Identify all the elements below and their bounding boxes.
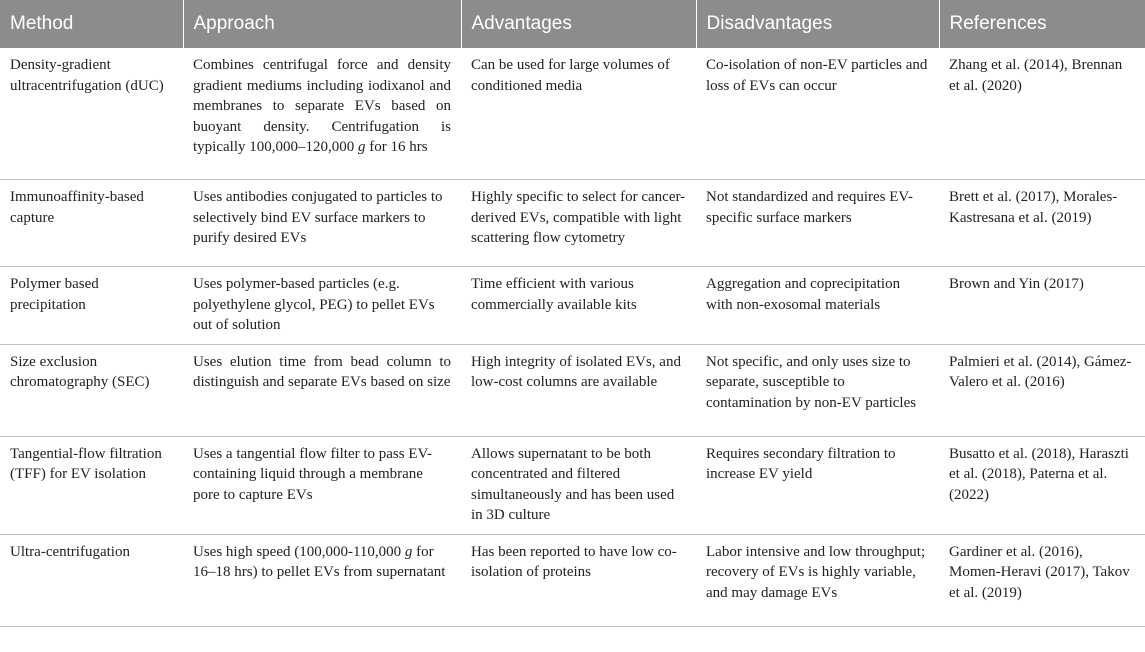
header-approach: Approach xyxy=(183,0,461,48)
header-disadvantages: Disadvantages xyxy=(696,0,939,48)
table-body xyxy=(0,48,1145,626)
cell-approach: Uses elution time from bead column to distinguish and separate EVs based on size xyxy=(183,344,461,436)
cell-disadvantages: Not specific, and only uses size to separate, susceptible to contamination by non-EV particles xyxy=(696,344,939,436)
table-row xyxy=(0,48,1145,180)
cell-disadvantages: Aggregation and coprecipitation with non-exosomal materials xyxy=(696,267,939,345)
cell-advantages: Has been reported to have low co-isolation of proteins xyxy=(461,534,696,626)
cell-references: Busatto et al. (2018), Haraszti et al. (2018), Paterna et al. (2022) xyxy=(939,436,1145,534)
header-method: Method xyxy=(0,0,183,48)
cell-references: Palmieri et al. (2014), Gámez-Valero et al. (2016) xyxy=(939,344,1145,436)
cell-references: Brown and Yin (2017) xyxy=(939,267,1145,345)
cell-advantages: High integrity of isolated EVs, and low-cost columns are available xyxy=(461,344,696,436)
cell-approach: Uses polymer-based particles (e.g. polyethylene glycol, PEG) to pellet EVs out of solution xyxy=(183,267,461,345)
header-row xyxy=(0,0,1145,48)
approach-g-unit: g xyxy=(358,139,366,155)
table-row xyxy=(0,534,1145,626)
cell-method: Polymer based precipitation xyxy=(0,267,183,345)
cell-approach: Uses antibodies conjugated to particles to selectively bind EV surface markers to purify desired EVs xyxy=(183,180,461,267)
cell-method: Size exclusion chromatography (SEC) xyxy=(0,344,183,436)
table-row xyxy=(0,267,1145,345)
cell-disadvantages: Requires secondary filtration to increase EV yield xyxy=(696,436,939,534)
table-row xyxy=(0,344,1145,436)
cell-disadvantages: Labor intensive and low throughput; recovery of EVs is highly variable, and may damage EVs xyxy=(696,534,939,626)
approach-text: Uses high speed (100,000-110,000 xyxy=(193,543,405,560)
cell-approach xyxy=(183,48,461,180)
cell-advantages: Can be used for large volumes of conditioned media xyxy=(461,48,696,180)
header-advantages: Advantages xyxy=(461,0,696,48)
cell-references: Brett et al. (2017), Morales-Kastresana et al. (2019) xyxy=(939,180,1145,267)
approach-text-end: for 16 hrs xyxy=(365,139,428,155)
table-row xyxy=(0,436,1145,534)
cell-disadvantages: Co-isolation of non-EV particles and loss of EVs can occur xyxy=(696,48,939,180)
approach-g-unit: g xyxy=(404,543,413,560)
approach-text-end: for 16–18 hrs) to pellet EVs from supernatant xyxy=(193,543,446,580)
cell-method: Ultra-centrifugation xyxy=(0,534,183,626)
table-row xyxy=(0,180,1145,267)
cell-approach xyxy=(183,534,461,626)
cell-method: Immunoaffinity-based capture xyxy=(0,180,183,267)
cell-method: Tangential-flow filtration (TFF) for EV isolation xyxy=(0,436,183,534)
cell-references: Zhang et al. (2014), Brennan et al. (2020) xyxy=(939,48,1145,180)
cell-method: Density-gradient ultracentrifugation (dUC) xyxy=(0,48,183,180)
header-references: References xyxy=(939,0,1145,48)
cell-advantages: Highly specific to select for cancer-derived EVs, compatible with light scattering flow cytometry xyxy=(461,180,696,267)
table-header xyxy=(0,0,1145,48)
approach-text: Combines centrifugal force and density gradient mediums including iodixanol and membranes to separate EVs based on buoyant density. Centrifugation is typically 100,000–120,000 xyxy=(193,57,451,155)
cell-advantages: Allows supernatant to be both concentrated and filtered simultaneously and has been used in 3D culture xyxy=(461,436,696,534)
cell-advantages: Time efficient with various commercially available kits xyxy=(461,267,696,345)
cell-references: Gardiner et al. (2016), Momen-Heravi (2017), Takov et al. (2019) xyxy=(939,534,1145,626)
cell-disadvantages: Not standardized and requires EV-specific surface markers xyxy=(696,180,939,267)
cell-approach: Uses a tangential flow filter to pass EV-containing liquid through a membrane pore to capture EVs xyxy=(183,436,461,534)
